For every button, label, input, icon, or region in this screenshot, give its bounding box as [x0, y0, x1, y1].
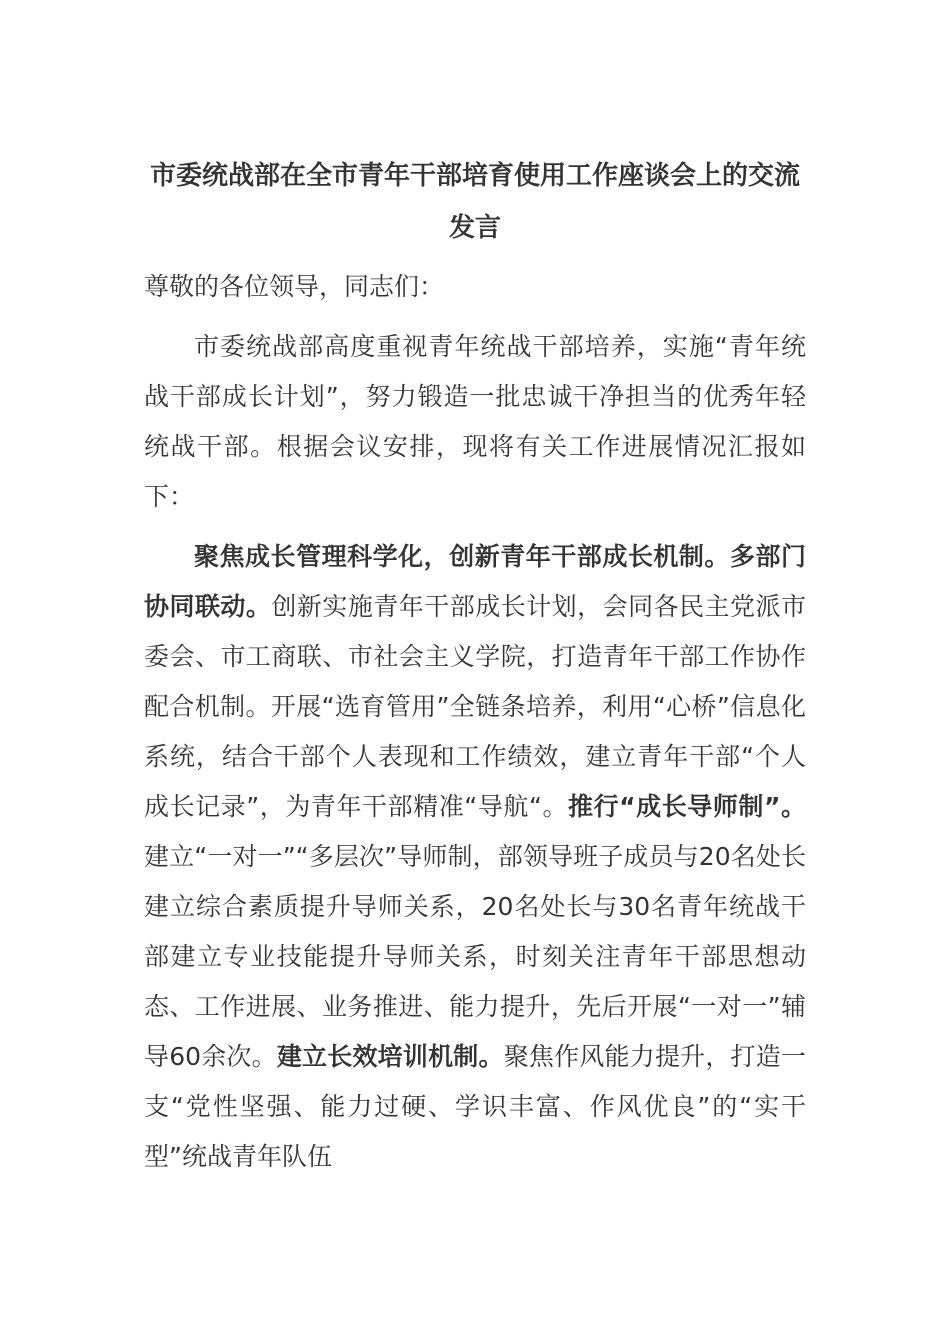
document-page — [144, 150, 806, 1182]
section-heading: 聚焦成长管理科学化，创新青年干部成长机制。 — [194, 542, 730, 571]
subsection-text-1: 创新实施青年干部成长计划，会同各民主党派市委会、市工商联、市社会主义学院，打造青年干部工作协作配合机制。开展“选育管用”全链条培养，利用“心桥”信息化系统，结合干部个人表现和工作绩效，建立青年干部“个人成长记录”，为青年干部精准“导航“。 — [144, 592, 806, 821]
subsection-title-3: 建立长效培训机制。 — [276, 1042, 504, 1071]
subsection-text-2: 建立“一对一”“多层次”导师制，部领导班子成员与20名处长建立综合素质提升导师关系，20名处长与30名青年统战干部建立专业技能提升导师关系，时刻关注青年干部思想动态、工作进展、业务推进、能力提升，先后开展“一对一”辅导60余次。 — [144, 842, 806, 1071]
document-title: 市委统战部在全市青年干部培育使用工作座谈会上的交流发言 — [149, 161, 800, 243]
section-paragraph — [144, 532, 806, 1182]
salutation: 尊敬的各位领导，同志们： — [144, 272, 445, 301]
subsection-title-2: 推行“成长导师制”。 — [568, 792, 806, 821]
subsection-text-3: 聚焦作风能力提升，打造一支“党性坚强、能力过硬、学识丰富、作风优良”的“实干型”统战青年队伍 — [144, 1042, 806, 1171]
subsection-title-1: 多部门协同联动。 — [144, 542, 806, 621]
intro-paragraph: 市委统战部高度重视青年统战干部培养，实施“青年统战干部成长计划”，努力锻造一批忠诚干净担当的优秀年轻统战干部。根据会议安排，现将有关工作进展情况汇报如下： — [144, 332, 806, 511]
